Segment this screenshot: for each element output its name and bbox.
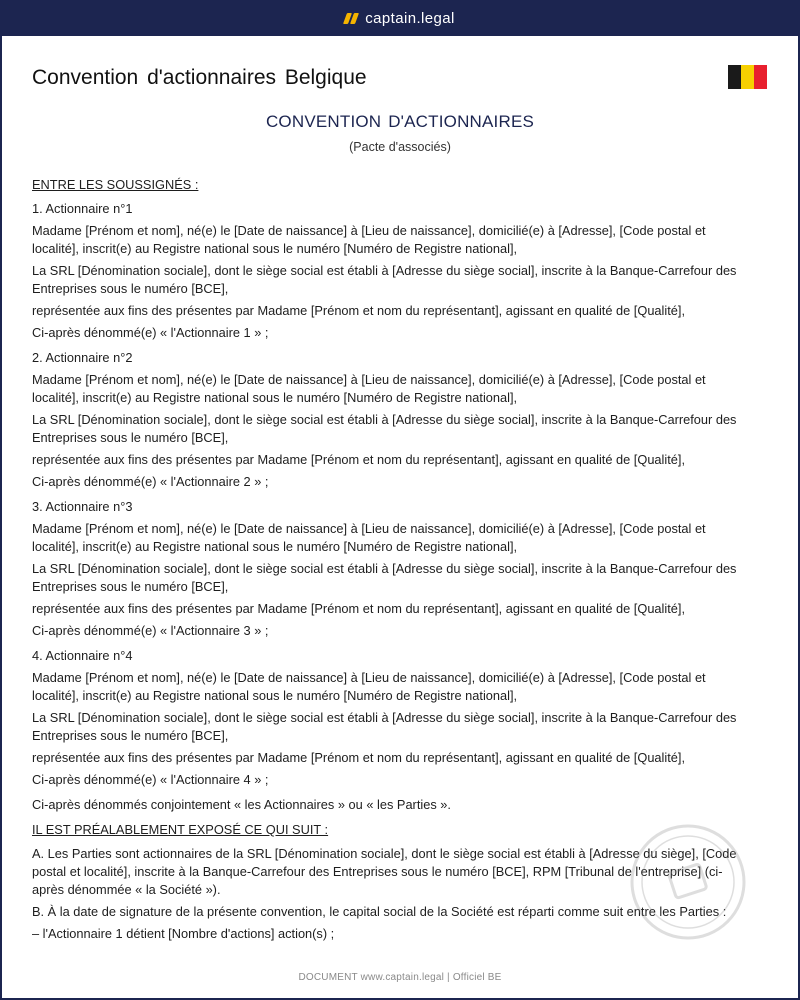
captain-legal-logo-icon (343, 13, 359, 24)
shareholder-designation: Ci-après dénommé(e) « l'Actionnaire 4 » ; (32, 772, 269, 787)
shareholder-representative: représentée aux fins des présentes par Madame [Prénom et nom du représentant], agissant en qualité de [Qualité], (32, 601, 686, 616)
shareholder-designation: Ci-après dénommé(e) « l'Actionnaire 1 » ; (32, 325, 269, 340)
shareholder-designation: Ci-après dénommé(e) « l'Actionnaire 2 » ; (32, 474, 269, 489)
shareholder-label: 1. Actionnaire n°1 (32, 201, 133, 216)
shareholder-company: La SRL [Dénomination sociale], dont le siège social est établi à [Adresse du siège social], inscrite à la Banque-Carrefour des Entreprises sous le numéro [BCE], (32, 412, 737, 445)
shareholder-label: 3. Actionnaire n°3 (32, 499, 133, 514)
page-footer: DOCUMENT www.captain.legal | Officiel BE (298, 972, 502, 983)
recital-b: B. À la date de signature de la présente convention, le capital social de la Société est réparti comme suit entre les Parties : (32, 904, 727, 919)
brand-name[interactable]: captain.legal (365, 9, 455, 27)
shareholder-representative: représentée aux fins des présentes par Madame [Prénom et nom du représentant], agissant en qualité de [Qualité], (32, 750, 686, 765)
belgium-flag-icon (728, 65, 767, 89)
shareholder-person: Madame [Prénom et nom], né(e) le [Date de naissance] à [Lieu de naissance], domicilié(e) à [Adresse], [Code postal et localité], inscrit(e) au Registre national sous le numéro [Numéro de Registre national], (32, 223, 706, 256)
shareholder-block (32, 200, 744, 342)
contract-heading: CONVENTION D'ACTIONNAIRES (265, 112, 535, 131)
recital-a: A. Les Parties sont actionnaires de la SRL [Dénomination sociale], dont le siège social est établi à [Adresse du siège], [Code postal et localité], inscrite à la Banque-Carrefour des Entreprises sous le numéro [BCE], RPM [Tribunal de l'entreprise] (ci-après dénommée « la Société »). (32, 846, 737, 897)
page-break (2, 941, 798, 953)
shareholder-block (32, 498, 744, 640)
shareholder-company: La SRL [Dénomination sociale], dont le siège social est établi à [Adresse du siège social], inscrite à la Banque-Carrefour des Entreprises sous le numéro [BCE], (32, 710, 737, 743)
shareholder-designation: Ci-après dénommé(e) « l'Actionnaire 3 » ; (32, 623, 269, 638)
shareholder-person: Madame [Prénom et nom], né(e) le [Date de naissance] à [Lieu de naissance], domicilié(e) à [Adresse], [Code postal et localité], inscrit(e) au Registre national sous le numéro [Numéro de Registre national], (32, 372, 706, 405)
collective-designation: Ci-après dénommés conjointement « les Actionnaires » ou « les Parties ». (32, 797, 451, 812)
section-title: ENTRE LES SOUSSIGNÉS : (32, 177, 199, 192)
shareholder-representative: représentée aux fins des présentes par Madame [Prénom et nom du représentant], agissant en qualité de [Qualité], (32, 452, 686, 467)
contract-subheading: (Pacte d'associés) (349, 140, 451, 154)
shareholder-label: 2. Actionnaire n°2 (32, 350, 133, 365)
document-title: Convention d'actionnaires Belgique (32, 66, 367, 89)
top-bar (0, 0, 800, 36)
section-title: IL EST PRÉALABLEMENT EXPOSÉ CE QUI SUIT : (32, 822, 329, 837)
document-page (2, 36, 798, 998)
shareholder-block (32, 349, 744, 491)
shareholder-block (32, 647, 744, 789)
certified-stamp-icon (628, 822, 748, 942)
shareholder-company: La SRL [Dénomination sociale], dont le siège social est établi à [Adresse du siège social], inscrite à la Banque-Carrefour des Entreprises sous le numéro [BCE], (32, 263, 737, 296)
shareholder-person: Madame [Prénom et nom], né(e) le [Date de naissance] à [Lieu de naissance], domicilié(e) à [Adresse], [Code postal et localité], inscrit(e) au Registre national sous le numéro [Numéro de Registre national], (32, 521, 706, 554)
shareholder-representative: représentée aux fins des présentes par Madame [Prénom et nom du représentant], agissant en qualité de [Qualité], (32, 303, 686, 318)
shareholder-company: La SRL [Dénomination sociale], dont le siège social est établi à [Adresse du siège social], inscrite à la Banque-Carrefour des Entreprises sous le numéro [BCE], (32, 561, 737, 594)
shareholder-person: Madame [Prénom et nom], né(e) le [Date de naissance] à [Lieu de naissance], domicilié(e) à [Adresse], [Code postal et localité], inscrit(e) au Registre national sous le numéro [Numéro de Registre national], (32, 670, 706, 703)
shareholder-label: 4. Actionnaire n°4 (32, 648, 133, 663)
recital-b-item: – l'Actionnaire 1 détient [Nombre d'actions] action(s) ; (32, 926, 335, 941)
